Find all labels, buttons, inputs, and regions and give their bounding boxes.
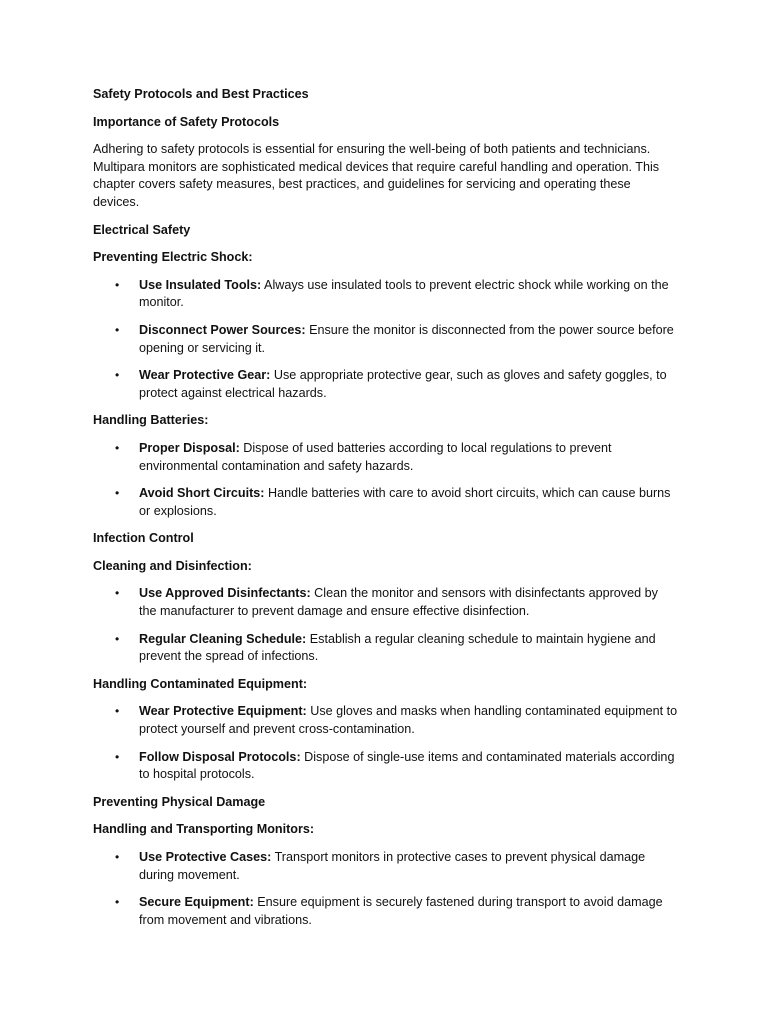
list-item-text: Use gloves and masks when handling contaminated equipment to protect yourself and prevent cross-contamination. xyxy=(139,704,678,737)
list-item-term: Proper Disposal: xyxy=(139,440,240,455)
bullet-icon: • xyxy=(115,749,120,764)
list-item-text: Ensure equipment is securely fastened during transport to avoid damage from movement and vibrations. xyxy=(139,895,663,927)
bullet-icon: • xyxy=(115,486,120,501)
bullet-icon: • xyxy=(115,850,120,864)
list-item-text: Establish a regular cleaning schedule to maintain hygiene and prevent the spread of infections. xyxy=(139,631,656,664)
list-item-text: Clean the monitor and sensors with disinfectants approved by the manufacturer to prevent damage and ensure effective disinfection. xyxy=(139,586,658,619)
list-item xyxy=(93,585,678,620)
list-item-term: Wear Protective Gear: xyxy=(139,368,271,383)
list-item-text: Use appropriate protective gear, such as gloves and safety goggles, to protect against electrical hazards. xyxy=(139,368,667,400)
section-heading: Electrical Safety xyxy=(93,222,191,237)
list-item-term: Disconnect Power Sources: xyxy=(139,322,306,337)
body-paragraph: Adhering to safety protocols is essential for ensuring the well-being of both patients and technicians. Multipara monitors are sophisticated medical devices that require careful handling and operation. This chapter covers safety measures, best practices, and guidelines for servicing and operating these devices. xyxy=(93,142,660,209)
list-item xyxy=(93,277,678,312)
bullet-icon: • xyxy=(115,277,120,292)
list-item-term: Regular Cleaning Schedule: xyxy=(139,631,307,646)
bullet-list xyxy=(93,585,678,665)
bullet-list xyxy=(93,277,678,403)
section-heading: Preventing Physical Damage xyxy=(93,794,266,809)
list-item-term: Avoid Short Circuits: xyxy=(139,486,265,501)
section-heading: Cleaning and Disinfection: xyxy=(93,558,252,573)
list-item-term: Wear Protective Equipment: xyxy=(139,704,307,719)
list-item-term: Secure Equipment: xyxy=(139,895,254,910)
list-item xyxy=(93,322,678,357)
bullet-icon: • xyxy=(115,895,120,910)
list-item-term: Use Insulated Tools: xyxy=(139,277,262,292)
bullet-list xyxy=(93,703,678,783)
section-heading: Handling Contaminated Equipment: xyxy=(93,676,308,691)
section-heading: Preventing Electric Shock: xyxy=(93,250,253,265)
list-item xyxy=(93,749,678,784)
list-item-term: Use Protective Cases: xyxy=(139,850,272,864)
bullet-icon: • xyxy=(115,704,120,719)
list-item-text: Dispose of single-use items and contaminated materials according to hospital protocols. xyxy=(139,749,675,782)
list-item-term: Use Approved Disinfectants: xyxy=(139,586,311,601)
bullet-list xyxy=(93,849,678,929)
document-title: Safety Protocols and Best Practices xyxy=(93,87,309,101)
section-heading: Handling Batteries: xyxy=(93,413,209,428)
list-item-text: Transport monitors in protective cases to prevent physical damage during movement. xyxy=(139,850,646,882)
bullet-icon: • xyxy=(115,631,120,646)
document-body xyxy=(93,114,678,930)
list-item xyxy=(93,631,678,666)
section-heading: Importance of Safety Protocols xyxy=(93,114,280,129)
list-item-text: Handle batteries with care to avoid short circuits, which can cause burns or explosions. xyxy=(139,486,671,518)
list-item-text: Always use insulated tools to prevent electric shock while working on the monitor. xyxy=(139,277,669,310)
bullet-icon: • xyxy=(115,586,120,601)
list-item xyxy=(93,440,678,475)
bullet-icon: • xyxy=(115,322,120,337)
bullet-icon: • xyxy=(115,440,120,455)
list-item xyxy=(93,849,678,884)
section-heading: Infection Control xyxy=(93,531,194,546)
bullet-list xyxy=(93,440,678,520)
list-item xyxy=(93,894,678,929)
list-item-term: Follow Disposal Protocols: xyxy=(139,749,301,764)
list-item-text: Dispose of used batteries according to local regulations to prevent environmental contamination and safety hazards. xyxy=(139,440,612,473)
list-item-text: Ensure the monitor is disconnected from the power source before opening or servicing it. xyxy=(139,322,674,355)
bullet-icon: • xyxy=(115,368,120,383)
list-item xyxy=(93,703,678,738)
list-item xyxy=(93,367,678,402)
list-item xyxy=(93,485,678,520)
section-heading: Handling and Transporting Monitors: xyxy=(93,822,315,837)
